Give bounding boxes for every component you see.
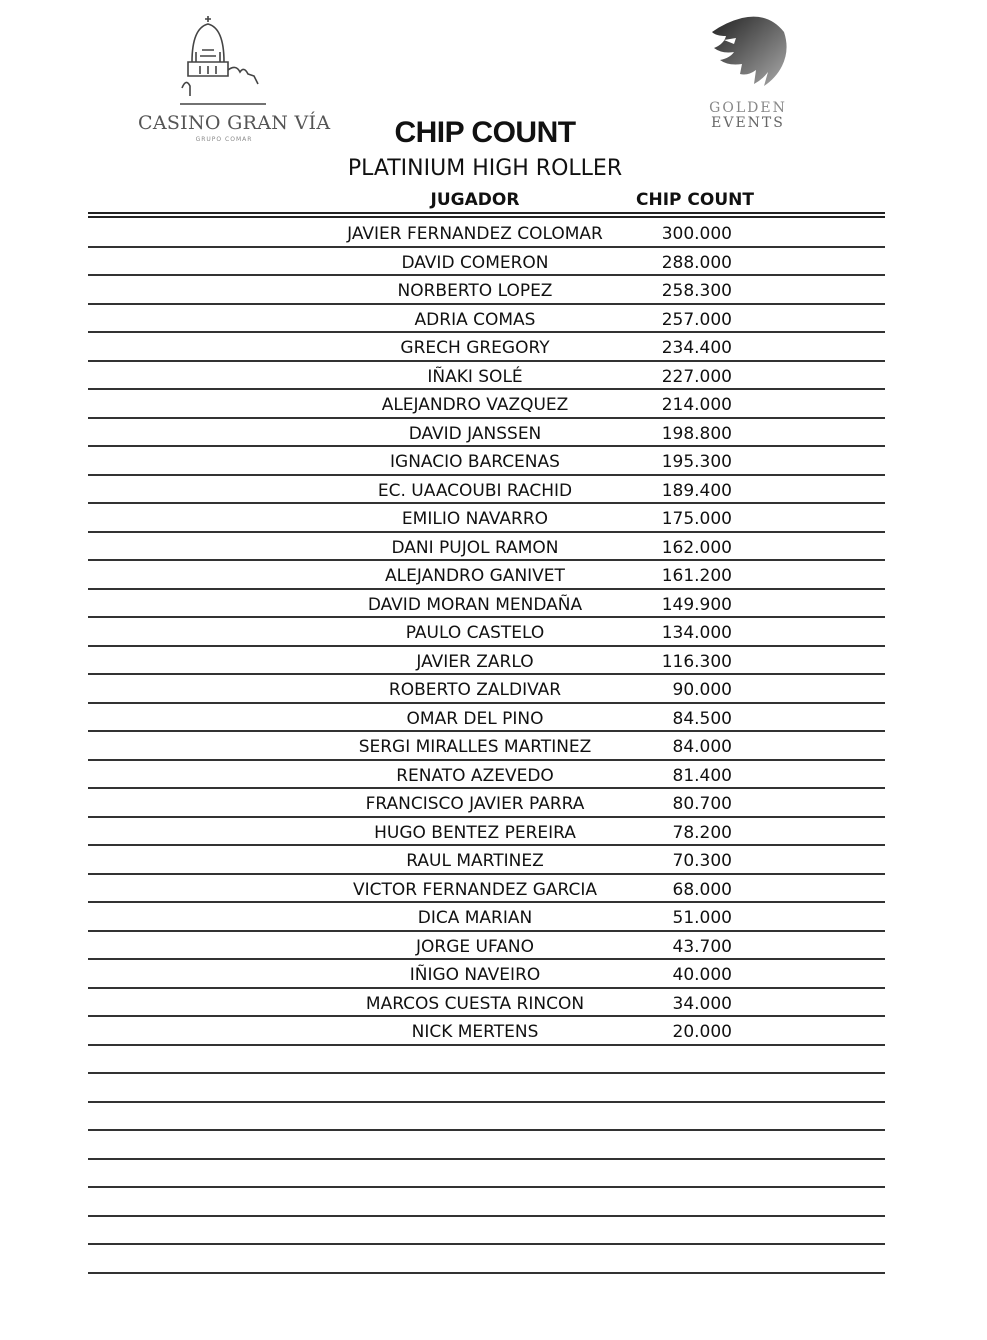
page-title: CHIP COUNT: [394, 116, 576, 149]
table-row: [88, 1245, 885, 1274]
player-name: ADRIA COMAS: [414, 309, 536, 330]
chip-count-value: 214.000: [661, 395, 732, 415]
chip-count-value: 198.800: [661, 423, 732, 444]
table-row: [88, 1046, 885, 1075]
chip-count-value: 195.300: [661, 452, 732, 472]
table-row: [88, 447, 885, 476]
player-name: DICA MARIAN: [417, 908, 533, 928]
chip-count-value: 78.200: [672, 822, 732, 843]
table-row: [88, 1017, 885, 1046]
player-name: IGNACIO BARCENAS: [390, 452, 560, 472]
casino-brand-name: CASINO GRAN VÍA: [138, 112, 331, 134]
player-name: PAULO CASTELO: [405, 623, 545, 643]
chip-count-value: 51.000: [672, 908, 732, 928]
table-row: [88, 561, 885, 590]
casino-brand-sub: GRUPO COMAR: [195, 136, 253, 143]
chip-count-value: 90.000: [672, 680, 732, 700]
chip-count-value: 257.000: [661, 309, 732, 330]
table-row: [88, 476, 885, 505]
table-row: [88, 1160, 885, 1189]
chip-count-value: 227.000: [661, 366, 732, 387]
player-name: EMILIO NAVARRO: [401, 509, 549, 529]
header-divider-top: [88, 212, 885, 214]
chip-count-value: 34.000: [672, 993, 732, 1014]
chip-count-value: 70.300: [672, 851, 732, 871]
player-name: VICTOR FERNANDEZ GARCIA: [352, 879, 598, 900]
player-name: RENATO AZEVEDO: [396, 765, 554, 786]
table-row: [88, 590, 885, 619]
chip-count-value: 116.300: [661, 651, 732, 672]
player-name: GRECH GREGORY: [400, 338, 550, 358]
chip-count-value: 161.200: [661, 566, 732, 586]
table-row: [88, 875, 885, 904]
page-subtitle: PLATINIUM HIGH ROLLER: [347, 156, 623, 181]
table-row: [88, 1074, 885, 1103]
player-name: DAVID COMERON: [401, 252, 549, 273]
chip-count-value: 84.000: [672, 737, 732, 757]
table-row: [88, 789, 885, 818]
chip-count-value: 175.000: [661, 509, 732, 529]
column-header-chips: CHIP COUNT: [636, 190, 754, 210]
lion-head-icon: [706, 14, 790, 98]
events-label: EVENTS: [711, 115, 785, 131]
player-name: FRANCISCO JAVIER PARRA: [365, 794, 585, 814]
golden-events-logo: [696, 14, 800, 134]
table-row: [88, 704, 885, 733]
table-row: [88, 846, 885, 875]
chip-count-value: 80.700: [672, 794, 732, 814]
table-row: [88, 618, 885, 647]
chip-count-value: 258.300: [661, 281, 732, 301]
chip-count-value: 162.000: [661, 537, 732, 558]
table-row: [88, 305, 885, 334]
player-name: MARCOS CUESTA RINCON: [365, 993, 585, 1014]
player-name: ALEJANDRO GANIVET: [385, 566, 565, 586]
chip-count-value: 68.000: [672, 879, 732, 900]
player-name: DAVID MORAN MENDAÑA: [367, 594, 583, 615]
player-name: DANI PUJOL RAMON: [391, 537, 559, 558]
player-name: HUGO BENTEZ PEREIRA: [374, 822, 576, 843]
player-name: SERGI MIRALLES MARTINEZ: [358, 737, 592, 757]
golden-label: GOLDEN: [709, 100, 787, 116]
player-name: JAVIER ZARLO: [416, 651, 534, 672]
chip-count-value: 300.000: [661, 224, 732, 244]
column-header-player: JUGADOR: [430, 190, 520, 210]
chip-count-table: [88, 219, 885, 1274]
player-name: ALEJANDRO VAZQUEZ: [381, 395, 569, 415]
table-row: [88, 761, 885, 790]
player-name: OMAR DEL PINO: [406, 708, 544, 729]
table-row: [88, 504, 885, 533]
chip-count-value: 189.400: [661, 480, 732, 501]
player-name: NORBERTO LOPEZ: [397, 281, 553, 301]
header-divider-bottom: [88, 216, 885, 218]
table-row: [88, 1103, 885, 1132]
chip-count-value: 149.900: [661, 594, 732, 615]
table-row: [88, 333, 885, 362]
chip-count-value: 43.700: [672, 936, 732, 957]
table-row: [88, 932, 885, 961]
chip-count-value: 20.000: [672, 1022, 732, 1042]
chip-count-value: 81.400: [672, 765, 732, 786]
player-name: EC. UAACOUBI RACHID: [377, 480, 573, 501]
player-name: IÑIGO NAVEIRO: [409, 965, 541, 985]
table-row: [88, 818, 885, 847]
chip-count-value: 40.000: [672, 965, 732, 985]
table-row: [88, 362, 885, 391]
table-row: [88, 675, 885, 704]
table-row: [88, 989, 885, 1018]
table-row: [88, 647, 885, 676]
casino-gran-via-logo: [138, 16, 331, 143]
table-row: [88, 960, 885, 989]
player-name: ROBERTO ZALDIVAR: [388, 680, 562, 700]
table-row: [88, 419, 885, 448]
table-row: [88, 1217, 885, 1246]
table-row: [88, 219, 885, 248]
chip-count-value: 134.000: [661, 623, 732, 643]
chip-count-value: 234.400: [661, 338, 732, 358]
player-name: RAUL MARTINEZ: [406, 851, 544, 871]
table-row: [88, 248, 885, 277]
player-name: DAVID JANSSEN: [408, 423, 542, 444]
player-name: JORGE UFANO: [416, 936, 534, 957]
casino-dome-icon: [178, 16, 270, 108]
table-row: [88, 1188, 885, 1217]
table-row: [88, 1131, 885, 1160]
player-name: JAVIER FERNANDEZ COLOMAR: [347, 224, 603, 244]
chip-count-value: 288.000: [661, 252, 732, 273]
chip-count-value: 84.500: [672, 708, 732, 729]
table-row: [88, 390, 885, 419]
table-row: [88, 732, 885, 761]
table-row: [88, 276, 885, 305]
player-name: NICK MERTENS: [411, 1022, 539, 1042]
table-row: [88, 903, 885, 932]
table-row: [88, 533, 885, 562]
player-name: IÑAKI SOLÉ: [427, 366, 523, 387]
